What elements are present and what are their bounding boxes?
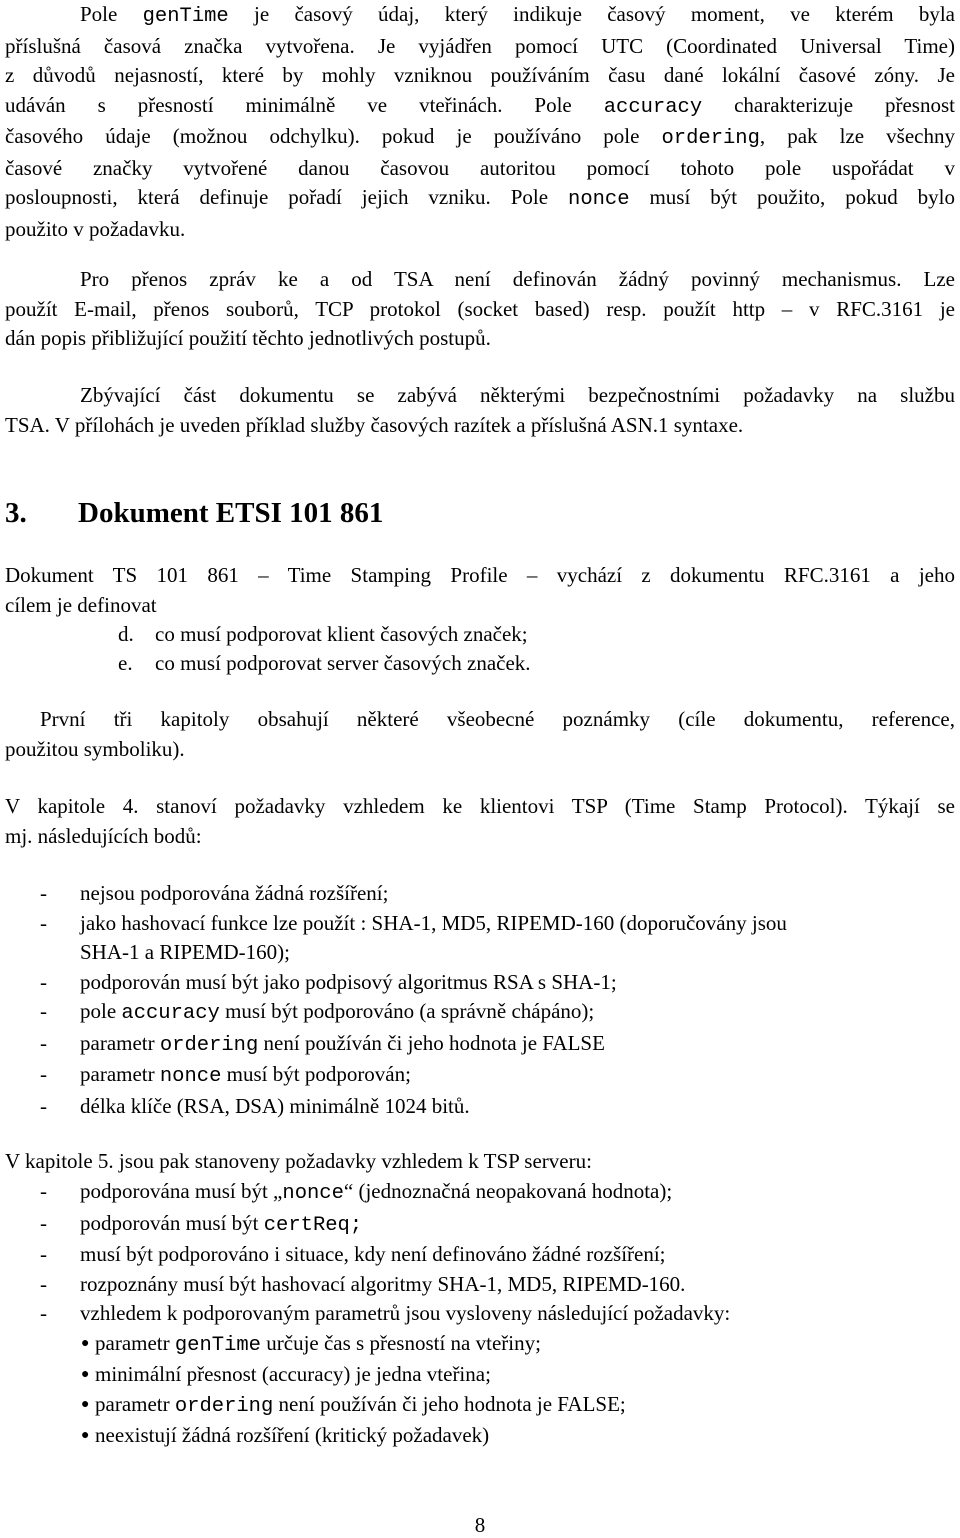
list-item: - jako hashovací funkce lze použít : SHA-1, MD5, RIPEMD-160 (doporučovány jsou SHA-1 a RIPEMD-160); (40, 910, 787, 964)
chapter4-line: mj. následujících bodů: (5, 823, 202, 848)
section-heading (5, 497, 383, 530)
dash-marker: - (40, 881, 47, 905)
code-gentime: genTime (174, 1333, 261, 1357)
list-item: - podporován musí být jako podpisový algoritmus RSA s SHA-1; (5, 968, 955, 998)
code-accuracy: accuracy (121, 1002, 220, 1025)
section-title: Dokument ETSI 101 861 (78, 497, 384, 529)
bullet-item: ● minimální přesnost (accuracy) je jedna vteřina; (5, 1360, 955, 1390)
dash-marker: - (40, 1179, 47, 1203)
intro-line: příslušná časová značka vytvořena. Je vyjádřen pomocí UTC (Coordinated Universal Time) (5, 33, 955, 58)
list-item: - vzhledem k podporovaným parametrů jsou vysloveny následující požadavky: (5, 1299, 955, 1329)
intro-line: posloupnosti, která definuje pořadí jejich vzniku. Pole nonce musí být použito, pokud bylo (5, 185, 956, 211)
dash-marker: - (40, 1301, 47, 1325)
chapter5-line: V kapitole 5. jsou pak stanoveny požadavky vzhledem k TSP serveru: (5, 1149, 592, 1173)
code-nonce: nonce (568, 188, 630, 211)
dash-marker: - (40, 1030, 47, 1055)
code-gentime: genTime (142, 5, 229, 28)
code-accuracy: accuracy (603, 95, 703, 119)
bullet-icon: ● (81, 1396, 90, 1412)
list-item: - délka klíče (RSA, DSA) minimálně 1024 bitů. (5, 1092, 955, 1122)
code-ordering: ordering (174, 1394, 274, 1418)
bullet-icon: ● (81, 1367, 90, 1382)
chapters-note-paragraph (5, 705, 955, 764)
chapter5-list (5, 1177, 955, 1451)
list-item-text: co musí podporovat server časových značek. (155, 651, 531, 675)
remaining-line: Zbývající část dokumentu se zabývá některými bezpečnostními požadavky na službu (80, 383, 955, 407)
intro-line: udáván s přesností minimálně ve vteřinách. Pole accuracy charakterizuje přesnost (5, 92, 955, 119)
dash-marker: - (40, 1062, 47, 1086)
chapter4-line: V kapitole 4. stanoví požadavky vzhledem ke klientovi TSP (Time Stamp Protocol). Týkají se (5, 794, 955, 818)
list-item (5, 620, 955, 649)
dash-marker: - (40, 910, 47, 935)
doc-intro-line: Dokument TS 101 861 – Time Stamping Profile – vychází z dokumentu RFC.3161 a jeho (5, 563, 955, 587)
dash-marker: - (40, 1210, 47, 1235)
code-nonce: nonce (159, 1065, 222, 1088)
list-item: - parametr ordering není používán či jeho hodnota je FALSE (40, 1030, 605, 1057)
intro-line: Pole genTime je časový údaj, který indikuje časový moment, ve kterém byla (80, 2, 955, 28)
chapter4-paragraph (5, 792, 955, 851)
chapter5-paragraph (5, 1147, 955, 1177)
chapter4-list (5, 879, 955, 1121)
dash-marker: - (40, 999, 47, 1023)
transport-line: Pro přenos zpráv ke a od TSA není definován žádný povinný mechanismus. Lze (80, 267, 955, 291)
dash-marker: - (40, 1242, 47, 1266)
list-marker: d. (118, 622, 134, 646)
doc-intro-paragraph (5, 561, 955, 678)
doc-intro-line: cílem je definovat (5, 592, 157, 617)
section-number: 3. (5, 497, 27, 529)
intro-line: použito v požadavku. (5, 216, 186, 241)
dash-marker: - (40, 1271, 47, 1296)
chapters-note-line: použitou symboliku). (5, 736, 185, 761)
code-ordering: ordering (661, 127, 760, 150)
intro-line: z důvodů nejasností, které by mohly vzniknou používáním času dané lokální časové zóny. Je (5, 63, 955, 87)
list-item: - podporován musí být certReq; (40, 1210, 363, 1237)
page-number: 8 (474, 1513, 486, 1537)
transport-line: dán popis přibližující použití těchto jednotlivých postupů. (5, 326, 491, 350)
bullet-item: ● parametr genTime určuje čas s přesností na vteřiny; (81, 1330, 541, 1357)
intro-line: časového údaje (možnou odchylku). pokud je používáno pole ordering, pak lze všechny (5, 124, 955, 150)
code-certreq: certReq; (263, 1213, 363, 1237)
list-item-text: co musí podporovat klient časových značek; (155, 622, 528, 646)
remaining-paragraph (5, 381, 955, 440)
list-marker: e. (118, 651, 133, 675)
remaining-line: TSA. V přílohách je uveden příklad služby časových razítek a příslušná ASN.1 syntaxe. (5, 412, 744, 437)
bullet-icon: ● (81, 1428, 90, 1443)
list-item: - nejsou podporována žádná rozšíření; (5, 879, 955, 909)
code-nonce: nonce (282, 1182, 344, 1205)
dash-marker: - (40, 969, 47, 994)
code-ordering: ordering (159, 1033, 259, 1057)
dash-marker: - (40, 1093, 47, 1118)
list-item: - rozpoznány musí být hashovací algoritmy SHA-1, MD5, RIPEMD-160. (5, 1270, 955, 1300)
intro-paragraph (5, 0, 955, 244)
transport-line: použít E-mail, přenos souborů, TCP protokol (socket based) resp. použít http – v RFC.3161 je (5, 296, 955, 321)
list-item (5, 649, 955, 678)
transport-paragraph (5, 265, 955, 354)
intro-line: časové značky vytvořené danou časovou autoritou pomocí tohoto pole uspořádat v (5, 155, 955, 180)
list-item: - parametr nonce musí být podporován; (40, 1062, 411, 1088)
chapters-note-line: První tři kapitoly obsahují některé všeobecné poznámky (cíle dokumentu, reference, (40, 707, 955, 731)
bullet-item: ● parametr ordering není používán či jeho hodnota je FALSE; (81, 1391, 626, 1418)
list-item: - pole accuracy musí být podporováno (a správně chápáno); (40, 999, 595, 1025)
bullet-item: ● neexistují žádná rozšíření (kritický požadavek) (5, 1421, 955, 1451)
bullet-icon: ● (81, 1335, 90, 1351)
list-item: - podporována musí být „nonce“ (jednoznačná neopakovaná hodnota); (40, 1179, 673, 1205)
list-item: - musí být podporováno i situace, kdy není definováno žádné rozšíření; (5, 1240, 955, 1270)
